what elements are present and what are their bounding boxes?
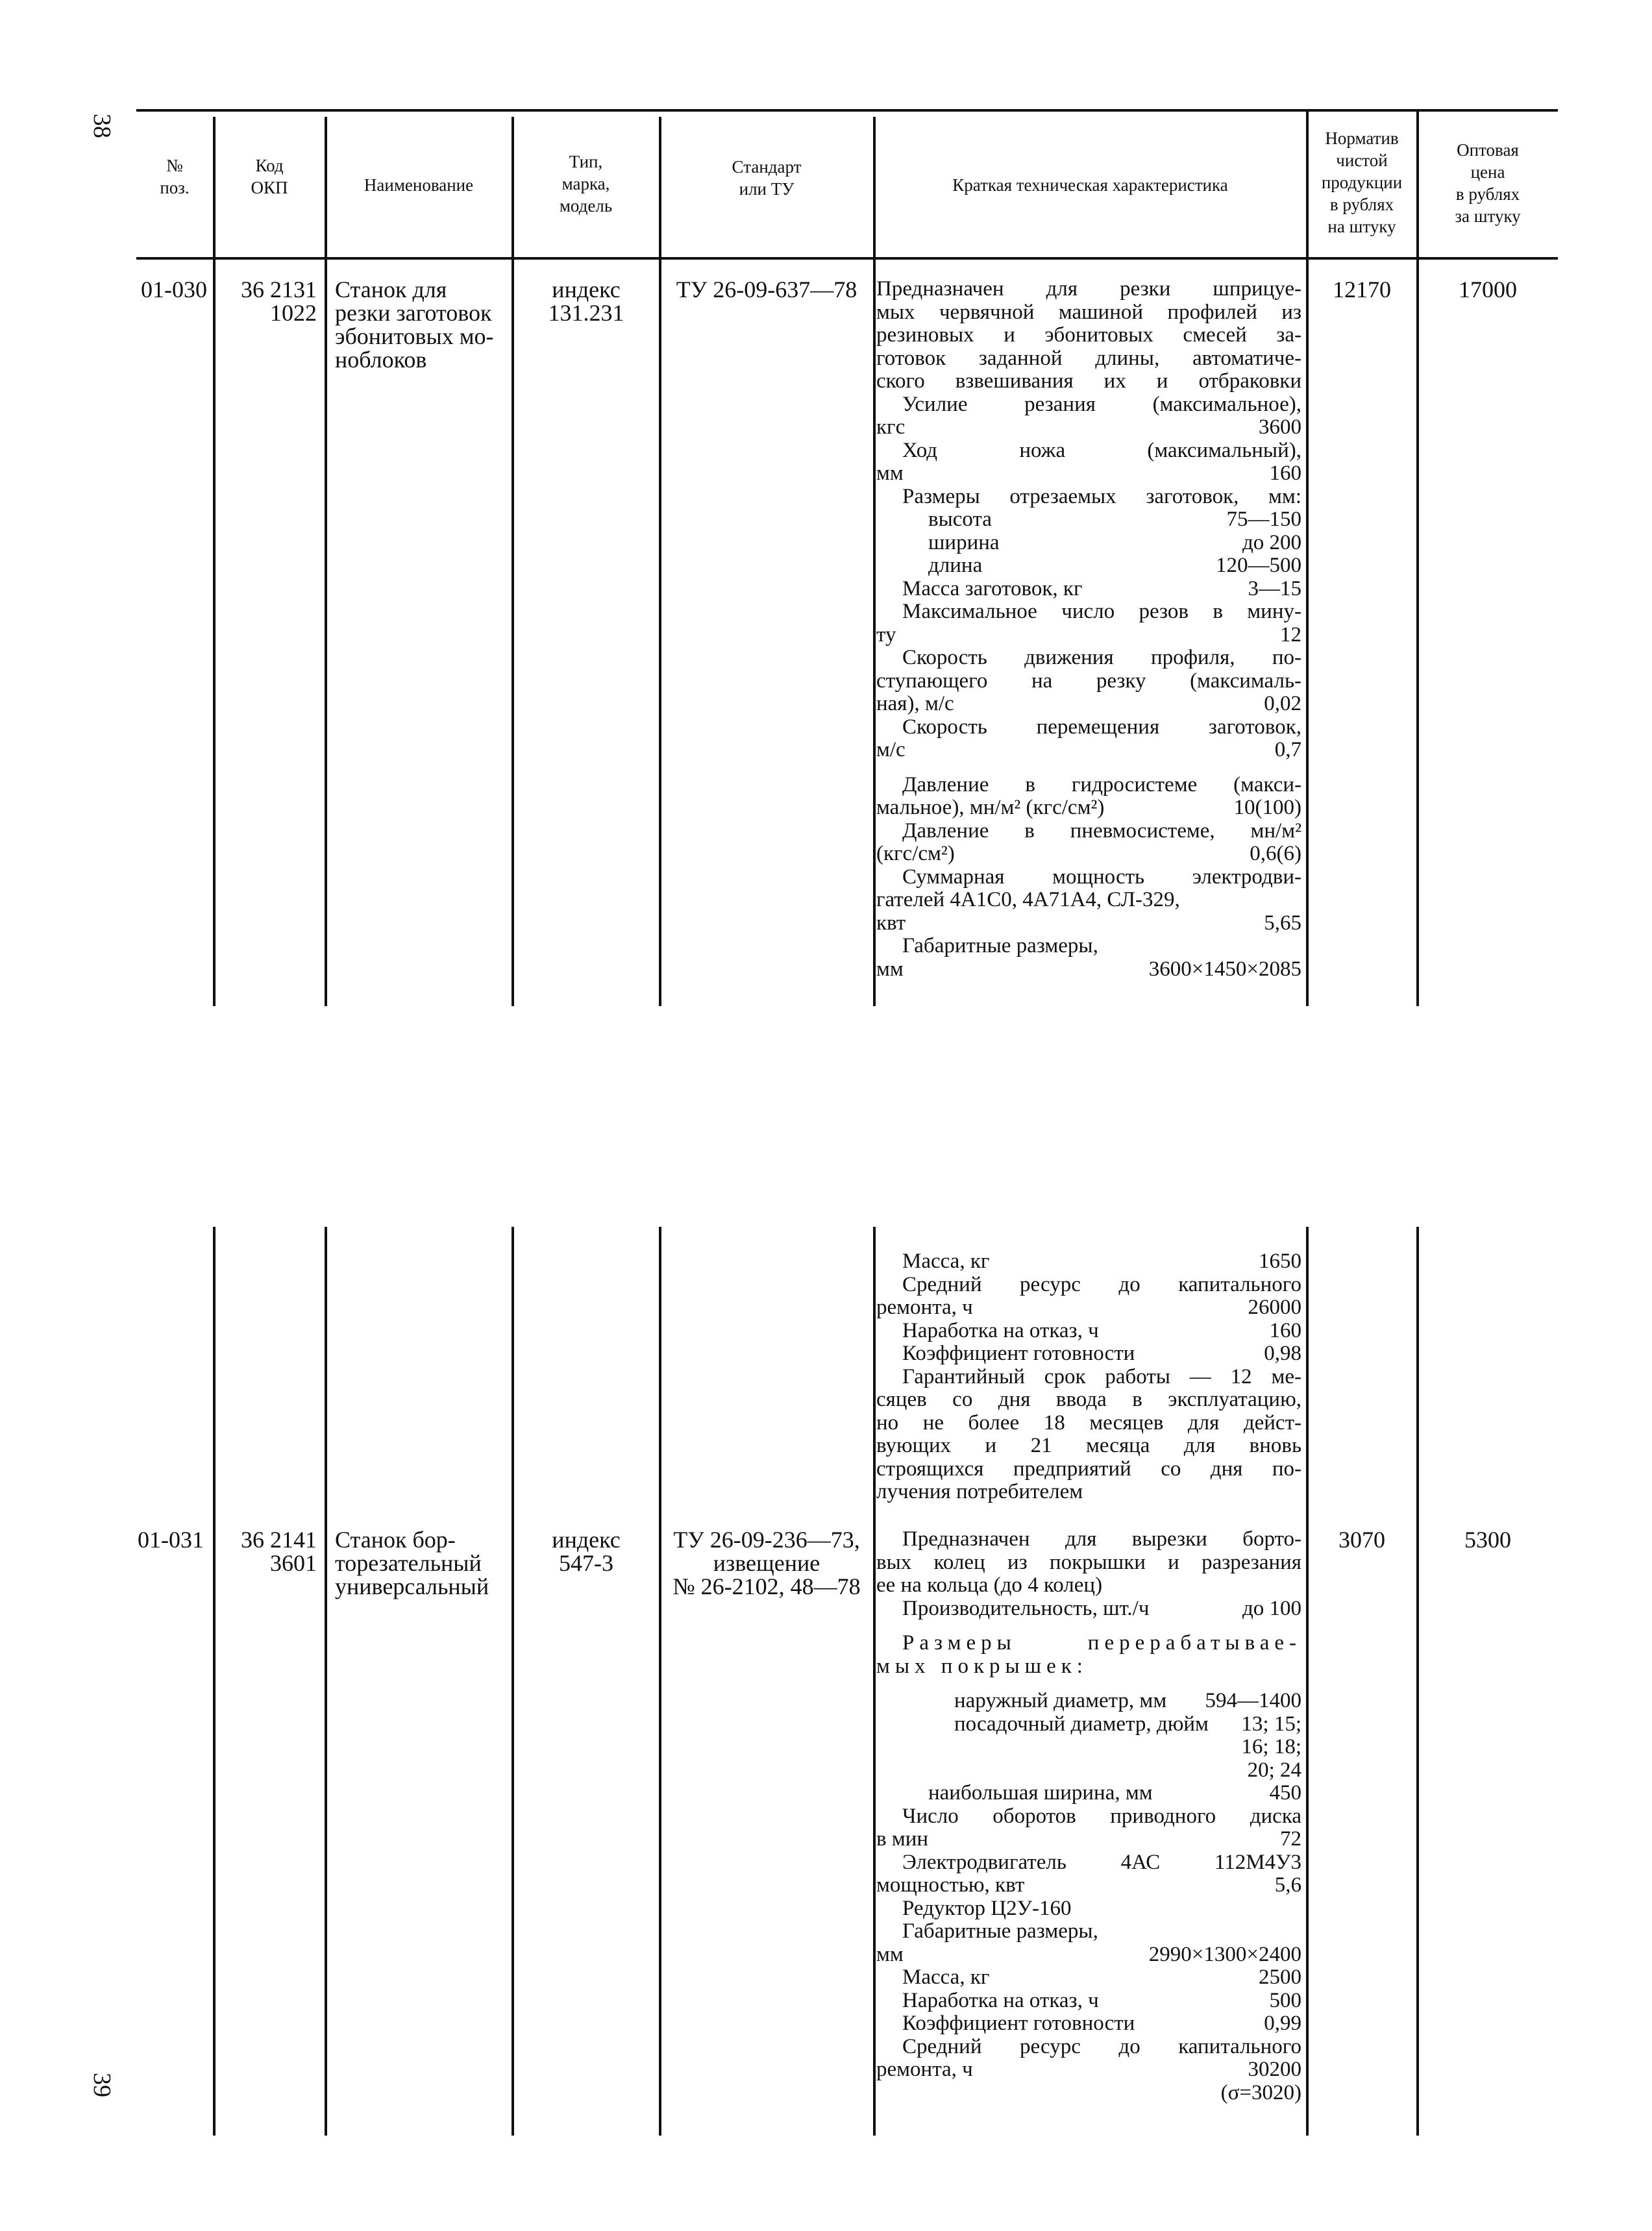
col-rule (325, 117, 327, 1006)
row2-spec-value: 72 (1280, 1827, 1301, 1851)
col-rule (1416, 1227, 1419, 2136)
row2-spec-line: (σ=3020) (1220, 2080, 1301, 2104)
row1-spec-label: м/с (876, 738, 906, 761)
row1-spec-line: Предназначен для резки шприцуе- (876, 277, 1301, 301)
row2-spec-label: посадочный диаметр, дюйм (954, 1712, 1209, 1736)
row1-spec-line (876, 843, 1301, 866)
row1-spec-label: высота (928, 508, 992, 531)
header-price: Оптовая цена в рублях за штуку (1455, 140, 1521, 226)
row1-spec-line (876, 693, 1301, 716)
row2-price: 5300 (1464, 1527, 1511, 1553)
row2-spec-line (876, 1874, 1301, 1897)
row2-spec-line: 20; 24 (1247, 1758, 1301, 1782)
row2-spec-line (876, 1713, 1301, 1736)
row1-name: Станок для резки заготовок эбонитовых мо- ноблоков (335, 277, 494, 373)
row2-spec-line (876, 1828, 1301, 1851)
row1-spec-line: Размеры отрезаемых заготовок, мм: (902, 484, 1301, 508)
row2-spec-label: Производительность, шт./ч (902, 1596, 1150, 1620)
row1-spec-line (876, 508, 1301, 532)
row1-num: 01-030 (141, 277, 207, 302)
col-rule (1416, 110, 1419, 1006)
row1-spec-line: Давление в гидросистеме (макси- (902, 772, 1301, 796)
row1-spec-line (876, 624, 1301, 647)
row2-spec-value: до 100 (1242, 1596, 1301, 1620)
row1-spec-label: мальное), мн/м² (кгс/см²) (876, 796, 1105, 819)
row2-spec-value: 13; 15; (1241, 1712, 1301, 1736)
row1-spec-label: Масса заготовок, кг (902, 576, 1083, 600)
row1-spec-value: 0,02 (1264, 692, 1301, 715)
row2-spec-label: Наработка на отказ, ч (902, 1988, 1099, 2012)
row1-spec-line: резиновых и эбонитовых смесей за- (876, 323, 1301, 347)
row1-spec-line: Скорость движения профиля, по- (902, 646, 1301, 669)
row1-spec-label: ная), м/с (876, 692, 954, 715)
row2-spec-line: ее на кольца (до 4 колец) (876, 1573, 1103, 1597)
row2-spec-line (876, 1943, 1301, 1967)
row1-spec-line (876, 554, 1301, 578)
row2-spec-value: 2500 (1259, 1966, 1301, 1989)
header-name: Наименование (364, 175, 474, 195)
header-norm: Норматив чистой продукции в рублях на штуку (1321, 129, 1403, 236)
row1-spec-line (876, 578, 1301, 601)
row2-spec-line (876, 2012, 1301, 2036)
col-rule (325, 1227, 327, 2136)
row1-spec-label: (кгс/см²) (876, 842, 955, 865)
row1-norm: 12170 (1333, 277, 1391, 302)
row1-spec-line: Давление в пневмосистеме, мн/м² (902, 819, 1301, 843)
row2-spec-line: Средний ресурс до капитального (902, 2034, 1301, 2058)
row1-spec-cont-label: ремонта, ч (876, 1296, 973, 1319)
row2-spec-line: вых колец из покрышки и разрезания (876, 1550, 1301, 1574)
row2-spec-line: Редуктор Ц2У-160 (902, 1896, 1072, 1920)
row1-spec-cont-value: 26000 (1248, 1296, 1301, 1319)
row1-spec-cont-line (876, 1320, 1301, 1343)
row2-type: индекс 547-3 (552, 1527, 621, 1576)
row1-spec-label: гателей 4А1С0, 4А71А4, СЛ-329, (876, 888, 1180, 911)
row2-spec-line: Размеры перерабатывае- (902, 1631, 1301, 1655)
row1-spec-value: 10(100) (1233, 796, 1301, 819)
row2-spec-line: 16; 18; (1241, 1735, 1301, 1758)
header-standard: Стандарт или ТУ (732, 157, 802, 199)
page-number-left: 38 (88, 114, 116, 138)
row1-spec-line: Максимальное число резов в мину- (902, 600, 1301, 623)
row1-spec-cont-value: 1650 (1259, 1250, 1301, 1273)
row1-spec-cont-line (876, 1250, 1301, 1274)
row2-spec-line: Предназначен для вырезки борто- (902, 1527, 1301, 1551)
row2-spec-label: в мин (876, 1827, 929, 1851)
row1-spec-line (876, 958, 1301, 981)
row2-spec-line (876, 1782, 1301, 1805)
row1-price: 17000 (1459, 277, 1517, 302)
row1-spec-value: 0,6(6) (1250, 842, 1301, 865)
row1-spec-cont-value: 160 (1269, 1318, 1301, 1342)
row1-spec-cont-label: Наработка на отказ, ч (902, 1318, 1099, 1342)
header-num: № поз. (160, 156, 190, 197)
row2-spec-label: ремонта, ч (876, 2058, 973, 2081)
row1-spec-cont-value: 0,98 (1264, 1342, 1301, 1365)
row1-spec-value: 3600×1450×2085 (1148, 957, 1301, 981)
row1-spec-value: 5,65 (1264, 911, 1301, 935)
row2-spec-line: Электродвигатель 4АС 112М4У3 (902, 1850, 1301, 1874)
row2-okp: 36 2141 3601 (241, 1527, 317, 1576)
row1-characteristics-continued (876, 1250, 1301, 1504)
header-okp: Код ОКП (251, 156, 288, 197)
row1-spec-value: 3—15 (1248, 576, 1301, 600)
row1-spec-cont-line: но не более 18 месяцев для дейст- (876, 1411, 1301, 1435)
row1-spec-cont-line: лучения потребителем (876, 1480, 1083, 1503)
row1-spec-label: кгс (876, 415, 906, 439)
row1-spec-line (876, 462, 1301, 486)
row1-spec-line: Габаритные размеры, (902, 934, 1098, 957)
row2-spec-value: 594—1400 (1205, 1689, 1301, 1712)
row2-spec-label: наружный диаметр, мм (954, 1689, 1167, 1712)
col-rule (213, 117, 216, 1006)
row1-type: индекс 131.231 (548, 277, 624, 326)
row1-characteristics (876, 278, 1301, 981)
col-rule (1306, 110, 1309, 1006)
row2-spec-value: 2990×1300×2400 (1148, 1942, 1301, 1966)
col-rule (873, 117, 876, 1006)
row1-spec-line (876, 416, 1301, 439)
row1-spec-line (876, 889, 1301, 912)
row1-spec-line (876, 762, 1301, 774)
row1-spec-cont-line (876, 1342, 1301, 1366)
row2-spec-line (876, 1678, 1301, 1690)
row1-spec-label: мм (876, 957, 904, 981)
row2-spec-label: мм (876, 1942, 904, 1966)
row1-spec-line (876, 912, 1301, 935)
row2-spec-value: 0,99 (1264, 2012, 1301, 2035)
row1-spec-label: квт (876, 911, 906, 935)
row1-spec-line (876, 739, 1301, 762)
row1-spec-value: 120—500 (1216, 554, 1301, 577)
row2-spec-line: Габаритные размеры, (902, 1919, 1098, 1943)
row1-spec-cont-line: Средний ресурс до капитального (902, 1272, 1301, 1296)
page-number-right: 39 (88, 2073, 116, 2097)
row2-spec-value: 500 (1269, 1988, 1301, 2012)
row1-spec-cont-line: Гарантийный срок работы — 12 ме- (902, 1364, 1301, 1388)
row1-spec-value: 12 (1280, 622, 1301, 647)
col-rule (512, 117, 514, 1006)
row2-spec-value: 30200 (1248, 2058, 1301, 2081)
row1-spec-cont-label: Коэффициент готовности (902, 1342, 1135, 1365)
row1-spec-value: 0,7 (1274, 738, 1301, 761)
row2-spec-line (876, 1620, 1301, 1632)
row1-spec-line (876, 532, 1301, 555)
row1-spec-value: до 200 (1242, 530, 1301, 554)
row1-spec-line: мых червячной машиной профилей из (876, 300, 1301, 324)
row1-spec-value: 3600 (1259, 415, 1301, 439)
col-rule (213, 1227, 216, 2136)
row2-spec-value: 450 (1269, 1781, 1301, 1805)
row2-spec-line: Число оборотов приводного диска (902, 1804, 1301, 1828)
row2-characteristics (876, 1528, 1301, 2104)
row1-spec-cont-line: строящихся предприятий со дня по- (876, 1457, 1301, 1481)
row2-spec-value: 5,6 (1274, 1873, 1301, 1897)
row1-spec-label: длина (928, 554, 983, 577)
header-characteristics: Краткая техническая характеристика (952, 175, 1228, 195)
row1-spec-cont-line (876, 1296, 1301, 1320)
row2-spec-label: наибольшая ширина, мм (928, 1781, 1153, 1805)
row1-standard: ТУ 26-09-637—78 (676, 277, 857, 302)
row1-okp: 36 2131 1022 (241, 277, 317, 326)
col-rule (873, 1227, 876, 2136)
row2-spec-line (876, 1690, 1301, 1713)
row2-standard: ТУ 26-09-236—73, извещение № 26-2102, 48—78 (672, 1527, 861, 1599)
col-rule (512, 1227, 514, 2136)
row2-spec-line: мых покрышек: (876, 1654, 1088, 1678)
header-type: Тип, марка, модель (559, 152, 613, 216)
row1-spec-line: Ход ножа (максимальный), (902, 438, 1301, 462)
col-rule (1306, 1227, 1309, 2136)
row1-spec-cont-label: Масса, кг (902, 1250, 990, 1273)
table-top-rule (136, 109, 1558, 112)
row2-spec-line (876, 2058, 1301, 2082)
row2-spec-line (876, 1966, 1301, 1990)
row1-spec-line: ступающего на резку (максималь- (876, 669, 1301, 693)
row1-spec-line: Суммарная мощность электродви- (902, 865, 1301, 889)
row2-spec-line (876, 1990, 1301, 2013)
col-rule (659, 117, 661, 1006)
row2-name: Станок бор- торезательный универсальный (335, 1527, 489, 1599)
row1-spec-line: готовок заданной длины, автоматиче- (876, 346, 1301, 370)
row1-spec-label: мм (876, 462, 904, 485)
row1-spec-value: 75—150 (1226, 508, 1301, 531)
row1-spec-label: ту (876, 622, 896, 647)
row1-spec-line: Усилие резания (максимальное), (902, 392, 1301, 416)
row2-spec-label: Масса, кг (902, 1966, 990, 1989)
row1-spec-cont-line: вующих и 21 месяца для вновь (876, 1434, 1301, 1457)
row2-norm: 3070 (1338, 1527, 1385, 1553)
row1-spec-label: ширина (928, 530, 1000, 554)
row1-spec-line (876, 796, 1301, 820)
row2-spec-label: Коэффициент готовности (902, 2012, 1135, 2035)
row2-num: 01-031 (138, 1527, 204, 1553)
row1-spec-value: 160 (1269, 462, 1301, 485)
row2-spec-line (876, 1597, 1301, 1621)
row1-spec-cont-line: сяцев со дня ввода в эксплуатацию, (876, 1388, 1301, 1411)
row1-spec-line: ского взвешивания их и отбраковки (876, 369, 1301, 393)
row2-spec-label: мощностью, квт (876, 1873, 1025, 1897)
header-bottom-rule (136, 257, 1558, 260)
row1-spec-line: Скорость перемещения заготовок, (902, 715, 1301, 739)
col-rule (659, 1227, 661, 2136)
